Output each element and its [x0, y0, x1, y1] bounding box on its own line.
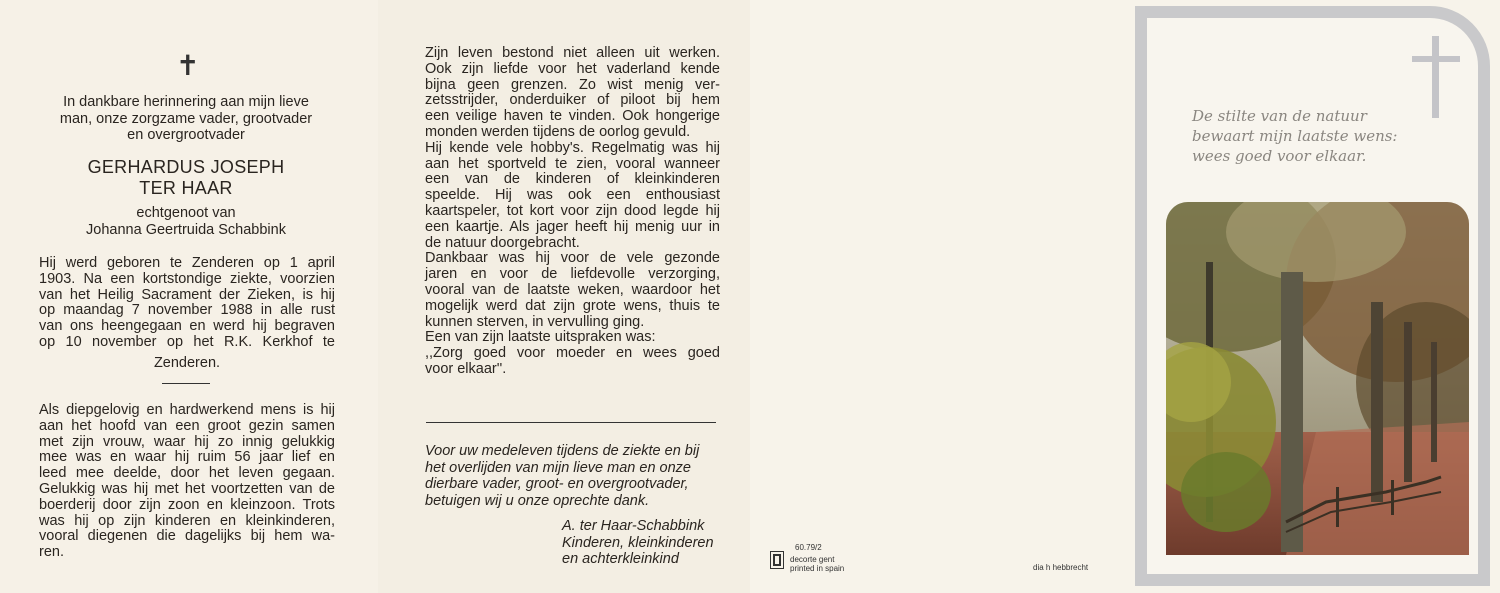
printed-in: printed in spain [790, 564, 845, 573]
bio-line: van ons heengegaan en werd hij begraven [39, 318, 335, 335]
spouse-intro: echtgenoot van [136, 205, 236, 221]
poem-line: wees goed voor elkaar. [1192, 147, 1367, 165]
story-line: mee was en waar hij ruim 56 jaar lief en [39, 449, 335, 466]
bio-line: op maandag 7 november 1988 in alle rust [39, 302, 335, 319]
life-line: mogelijk werd dat zijn grote wens, thuis te [425, 297, 720, 314]
bio-line: van het Heilig Sacrament der Zieken, is hij [39, 286, 335, 303]
thanks-line: betuigen wij u onze oprechte dank. [425, 492, 650, 509]
name-line: GERHARDUS JOSEPH [87, 157, 285, 177]
life-line: ,,Zorg goed voor moeder en wees goed [425, 345, 720, 362]
printer-logo-icon [770, 551, 784, 569]
name-line: TER HAAR [139, 178, 233, 198]
thanks-line: dierbare vader, groot- en overgrootvader, [425, 476, 689, 492]
intro-text [40, 94, 332, 144]
life-line: voor elkaar''. [425, 360, 507, 377]
card-code: 60.79/2 [795, 543, 822, 552]
life-line: Ook zijn liefde voor het vaderland kende [425, 60, 720, 77]
story-text [39, 403, 335, 561]
signature-line: Kinderen, kleinkinderen [562, 534, 714, 551]
life-line: zetsstrijder, onderduiker of piloot bij hem [425, 92, 720, 109]
cross-icon [1412, 36, 1460, 118]
life-text [425, 46, 720, 378]
bio-line: op 10 november op het R.K. Kerkhof te [39, 333, 335, 350]
intro-line: en overgrootvader [127, 127, 245, 143]
life-line: speelde. Hij was ook een enthousiast [425, 187, 720, 204]
life-line: Zijn leven bestond niet alleen uit werken. [425, 45, 720, 61]
story-line: aan het hoofd van een groot gezin samen [39, 417, 335, 434]
signature [562, 518, 742, 568]
poem-line: De stilte van de natuur [1192, 107, 1367, 125]
bio-line: Hij werd geboren te Zenderen op 1 april [39, 255, 335, 271]
life-line: de natuur doorgebracht. [425, 234, 580, 251]
life-line: Een van zijn laatste uitspraken was: [425, 329, 656, 346]
thanks-text [425, 443, 725, 509]
cross-icon: ✝ [176, 50, 200, 81]
story-line: Als diepgelovig en hardwerkend mens is hij [39, 402, 335, 418]
deceased-name [40, 157, 332, 199]
life-line: Hij kende vele hobby's. Regelmatig was hij [425, 139, 720, 156]
poem-line: bewaart mijn laatste wens: [1192, 127, 1398, 145]
intro-line: man, onze zorgzame vader, grootvader [59, 110, 313, 127]
life-line: kunnen sterven, in vervulling ging. [425, 313, 645, 330]
story-line: met zijn vrouw, waar hij zo innig gelukkig [39, 433, 335, 450]
story-line: leed mee deelde, door het leven gegaan. [39, 465, 335, 482]
life-line: aan het sportveld te zien, vooral wanneer [425, 155, 720, 172]
life-line: een veilige haven te vinden. Ook hongerige [425, 108, 720, 125]
photo-credit: dia h hebbrecht [1033, 563, 1089, 572]
life-line: jaren en voor de liefdevolle verzorging, [425, 266, 720, 283]
cover-poem [1192, 106, 1412, 166]
forest-photo [1166, 202, 1469, 555]
bio-end: Zenderen. [153, 355, 221, 371]
thanks-line: het overlijden van mijn lieve man en onze [425, 459, 691, 476]
divider [162, 383, 210, 384]
signature-line: A. ter Haar-Schabbink [562, 518, 705, 534]
intro-line: In dankbare herinnering aan mijn lieve [63, 94, 309, 110]
spouse-name: Johanna Geertruida Schabbink [86, 221, 286, 238]
printer-name: decorte gent [790, 555, 835, 564]
spouse-block [40, 205, 332, 238]
story-line: ren. [39, 544, 64, 561]
life-line: kaartspeler, tot kort voor zijn dood legde hij [425, 202, 720, 219]
story-line: boerderij door zijn zoon en kleinzoon. Trots [39, 496, 335, 513]
life-line: bijna geen grenzen. Zo wist menig ver- [425, 76, 720, 93]
life-line: vooral van de laatste weken, waardoor het [425, 281, 720, 298]
back-panel [750, 0, 1130, 593]
story-line: vooral diegenen die dagelijks bij hem wa- [39, 528, 335, 545]
story-line: was hij op zijn kinderen en kleinkinderen, [39, 512, 335, 529]
life-line: een van de kinderen of kleinkinderen [425, 171, 720, 188]
bio-line: 1903. Na een kortstondige ziekte, voorzien [39, 270, 335, 287]
divider [426, 422, 716, 423]
bio-text [39, 256, 335, 351]
life-line: een kaartje. Als jager heeft hij menig uur in [425, 218, 720, 235]
thanks-line: Voor uw medeleven tijdens de ziekte en bij [425, 443, 700, 459]
signature-line: en achterkleinkind [562, 551, 679, 567]
story-line: Gelukkig was hij met het voortzetten van de [39, 480, 335, 497]
life-line: Dankbaar was hij voor de vele gezonde [425, 250, 720, 267]
life-line: monden werden tijdens de oorlog gevuld. [425, 123, 691, 140]
